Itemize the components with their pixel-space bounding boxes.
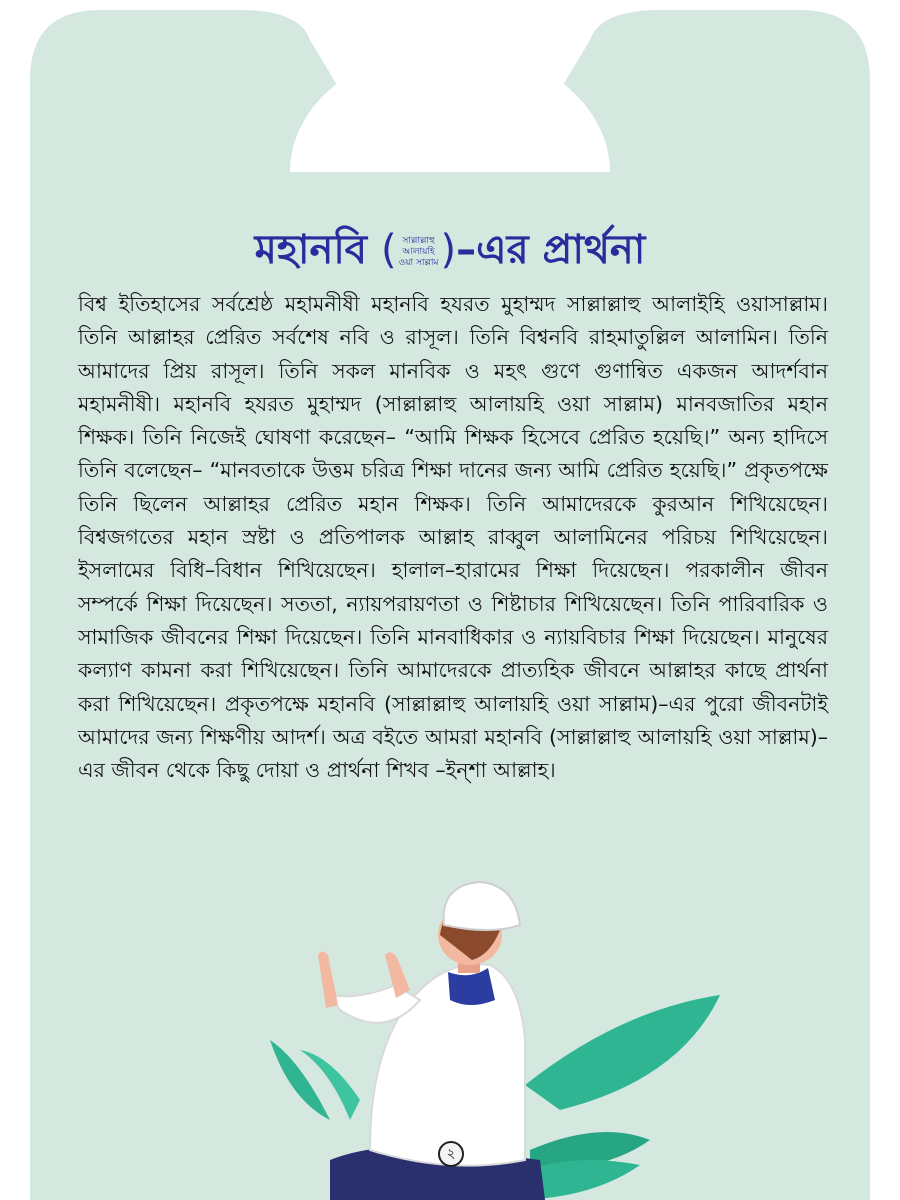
page-title: মহানবি ( সাল্লাল্লাহু আলায়হি ওয়া সাল্লাম)–এর প্রার্থনা: [254, 227, 646, 273]
title-main: মহানবি: [254, 227, 368, 273]
page-number: ২: [438, 1141, 464, 1167]
title-suffix: –এর প্রার্থনা: [456, 227, 646, 273]
body-paragraph: বিশ্ব ইতিহাসের সর্বশ্রেষ্ঠ মহামনীষী মহানবি হযরত মুহাম্মদ সাল্লাল্লাহু আলাইহি ওয়াসাল্লাম। তিনি আল্লাহর প্রেরিত সর্বশেষ নবি ও রাসূল। তিনি বিশ্বনবি রাহমাতুল্লিল আলামিন। তিনি আমাদের প্রিয় রাসূল। তিনি সকল মানবিক ও মহৎ গুণে গুণান্বিত একজন আদর্শবান মহামনীষী। মহানবি হযরত মুহাম্মদ (সাল্লাল্লাহু আলায়হি ওয়া সাল্লাম) মানবজাতির মহান শিক্ষক। তিনি নিজেই ঘোষণা করেছেন– “আমি শিক্ষক হিসেবে প্রেরিত হয়েছি।” অন্য হাদিসে তিনি বলেছেন– “মানবতাকে উত্তম চরিত্র শিক্ষা দানের জন্য আমি প্রেরিত হয়েছি।” প্রকৃতপক্ষে তিনি ছিলেন আল্লাহর প্রেরিত মহান শিক্ষক। তিনি আমাদেরকে কুরআন শিখিয়েছেন। বিশ্বজগতের মহান স্রষ্টা ও প্রতিপালক আল্লাহ রাব্বুল আলামিনের পরিচয় শিখিয়েছেন। ইসলামের বিধি–বিধান শিখিয়েছেন। হালাল–হারামের শিক্ষা দিয়েছেন। পরকালীন জীবন সম্পর্কে শিক্ষা দিয়েছেন। সততা, ন্যায়পরায়ণতা ও শিষ্টাচার শিখিয়েছেন। তিনি পারিবারিক ও সামাজিক জীবনের শিক্ষা দিয়েছেন। তিনি মানবাধিকার ও ন্যায়বিচার শিক্ষা দিয়েছেন। মানুষের কল্যাণ কামনা করা শিখিয়েছেন। তিনি আমাদেরকে প্রাত্যহিক জীবনে আল্লাহর কাছে প্রার্থনা করা শিখিয়েছেন। প্রকৃতপক্ষে মহানবি (সাল্লাল্লাহু আলায়হি ওয়া সাল্লাম)–এর পুরো জীবনটাই আমাদের জন্য শিক্ষণীয় আদর্শ। অত্র বইতে আমরা মহানবি (সাল্লাল্লাহু আলায়হি ওয়া সাল্লাম)–এর জীবন থেকে কিছু দোয়া ও প্রার্থনা শিখব –ইন্‌শা আল্লাহ।: [78, 292, 828, 783]
title-honorific: সাল্লাল্লাহু আলায়হি ওয়া সাল্লাম: [398, 235, 439, 268]
